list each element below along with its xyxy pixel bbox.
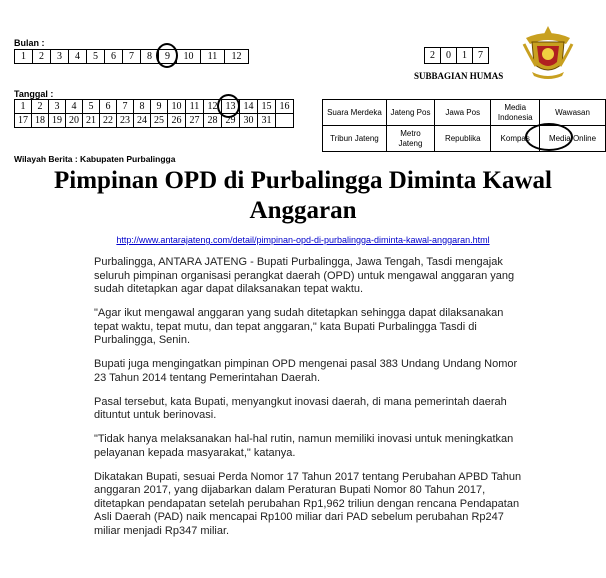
- date-cell[interactable]: 14: [240, 100, 258, 114]
- month-cell[interactable]: 2: [33, 50, 51, 64]
- date-cell[interactable]: 9: [151, 100, 168, 114]
- year-box: [424, 47, 489, 64]
- month-cell[interactable]: 7: [123, 50, 141, 64]
- article-paragraph: Pasal tersebut, kata Bupati, menyangkut inovasi daerah, di mana pemerintah daerah dituntut untuk berinovasi.: [94, 395, 507, 421]
- article-paragraph: "Tidak hanya melaksanakan hal-hal rutin, namun memiliki inovasi untuk meningkatkan pelayanan kepada masyarakat," katanya.: [94, 433, 514, 459]
- date-cell[interactable]: 3: [49, 100, 66, 114]
- media-selection-circle: [525, 123, 573, 151]
- month-grid: [14, 49, 249, 64]
- article-title-line: Anggaran: [249, 197, 357, 224]
- date-cell[interactable]: 19: [49, 114, 66, 128]
- month-cell[interactable]: 1: [15, 50, 33, 64]
- article-title-line: Pimpinan OPD di Purbalingga Diminta Kawal: [54, 167, 552, 194]
- date-cell[interactable]: 7: [117, 100, 134, 114]
- date-cell[interactable]: 16: [276, 100, 294, 114]
- month-label: Bulan :: [14, 38, 45, 48]
- media-cell[interactable]: Media Indonesia: [491, 100, 540, 126]
- media-cell[interactable]: Kompas: [491, 126, 540, 152]
- date-selection-circle: [217, 94, 240, 118]
- article-title: [0, 166, 606, 226]
- date-cell-selected[interactable]: 12: [204, 100, 222, 114]
- date-grid: [14, 99, 294, 128]
- media-cell[interactable]: Republika: [435, 126, 491, 152]
- date-cell[interactable]: 17: [15, 114, 32, 128]
- year-digit: 2: [425, 48, 441, 64]
- article-url-link[interactable]: http://www.antarajateng.com/detail/pimpinan-opd-di-purbalingga-diminta-kawal-anggaran.html: [116, 235, 490, 245]
- date-cell[interactable]: 6: [100, 100, 117, 114]
- date-cell[interactable]: [276, 114, 294, 128]
- date-cell[interactable]: 13: [222, 100, 240, 114]
- date-cell[interactable]: 22: [100, 114, 117, 128]
- date-cell[interactable]: 29: [222, 114, 240, 128]
- media-cell[interactable]: Wawasan: [540, 100, 606, 126]
- date-cell[interactable]: 5: [83, 100, 100, 114]
- month-cell-selected[interactable]: 9: [159, 50, 177, 64]
- media-cell[interactable]: Tribun Jateng: [323, 126, 387, 152]
- date-cell[interactable]: 28: [204, 114, 222, 128]
- region-label: Wilayah Berita : Kabupaten Purbalingga: [14, 154, 176, 164]
- article-paragraph: Dikatakan Bupati, sesuai Perda Nomor 17 Tahun 2017 tentang Perubahan APBD Tahun anggaran 2017, yang dijabarkan dalam Peraturan Bupati Nomor 80 Tahun 2017, ditetapkan pendapatan setelah perubahan Rp1,962 triliun dengan rencana Pendapatan Asli Daerah (PAD) naik mencapai Rp100 miliar dari PAD sebelum perubahan Rp247 miliar menjadi Rp347 miliar.: [94, 470, 522, 537]
- date-cell[interactable]: 1: [15, 100, 32, 114]
- date-cell[interactable]: 24: [134, 114, 151, 128]
- date-cell[interactable]: 20: [66, 114, 83, 128]
- article-body: [94, 256, 526, 549]
- media-cell[interactable]: Suara Merdeka: [323, 100, 387, 126]
- article-paragraph: Purbalingga, ANTARA JATENG - Bupati Purbalingga, Jawa Tengah, Tasdi mengajak seluruh pimpinan organisasi perangkat daerah (OPD) untuk mengawal anggaran yang sudah ditetapkan agar dapat dilaksanakan tepat waktu.: [94, 256, 515, 295]
- date-cell[interactable]: 11: [186, 100, 204, 114]
- date-cell[interactable]: 31: [258, 114, 276, 128]
- date-label: Tanggal :: [14, 89, 54, 99]
- month-cell[interactable]: 6: [105, 50, 123, 64]
- month-selection-circle: [156, 43, 178, 68]
- month-cell[interactable]: 8: [141, 50, 159, 64]
- media-cell[interactable]: Jateng Pos: [386, 100, 434, 126]
- year-digit: 7: [473, 48, 489, 64]
- date-cell[interactable]: 26: [168, 114, 186, 128]
- month-cell[interactable]: 10: [177, 50, 201, 64]
- date-cell[interactable]: 27: [186, 114, 204, 128]
- regency-emblem-icon: [522, 24, 574, 82]
- date-cell[interactable]: 2: [32, 100, 49, 114]
- date-cell[interactable]: 15: [258, 100, 276, 114]
- media-cell[interactable]: Jawa Pos: [435, 100, 491, 126]
- date-cell[interactable]: 10: [168, 100, 186, 114]
- month-cell[interactable]: 12: [225, 50, 249, 64]
- month-cell[interactable]: 5: [87, 50, 105, 64]
- article-paragraph: "Agar ikut mengawal anggaran yang sudah ditetapkan sehingga dapat dilaksanakan tepat waktu, tepat mutu, dan tepat anggaran," kata Bupati Purbalingga Tasdi di Purbalingga, Senin.: [94, 307, 504, 346]
- date-cell[interactable]: 4: [66, 100, 83, 114]
- date-cell[interactable]: 21: [83, 114, 100, 128]
- year-digit: 1: [457, 48, 473, 64]
- department-label: SUBBAGIAN HUMAS: [414, 71, 504, 81]
- date-cell[interactable]: 25: [151, 114, 168, 128]
- date-cell[interactable]: 18: [32, 114, 49, 128]
- article-paragraph: Bupati juga mengingatkan pimpinan OPD mengenai pasal 383 Undang Undang Nomor 23 Tahun 2014 tentang Pemerintahan Daerah.: [94, 358, 518, 384]
- media-cell[interactable]: Metro Jateng: [386, 126, 434, 152]
- month-cell[interactable]: 11: [201, 50, 225, 64]
- date-cell[interactable]: 8: [134, 100, 151, 114]
- month-cell[interactable]: 3: [51, 50, 69, 64]
- date-cell[interactable]: 23: [117, 114, 134, 128]
- month-cell[interactable]: 4: [69, 50, 87, 64]
- date-cell[interactable]: 30: [240, 114, 258, 128]
- media-cell-selected[interactable]: Media Online: [540, 126, 606, 152]
- year-digit: 0: [441, 48, 457, 64]
